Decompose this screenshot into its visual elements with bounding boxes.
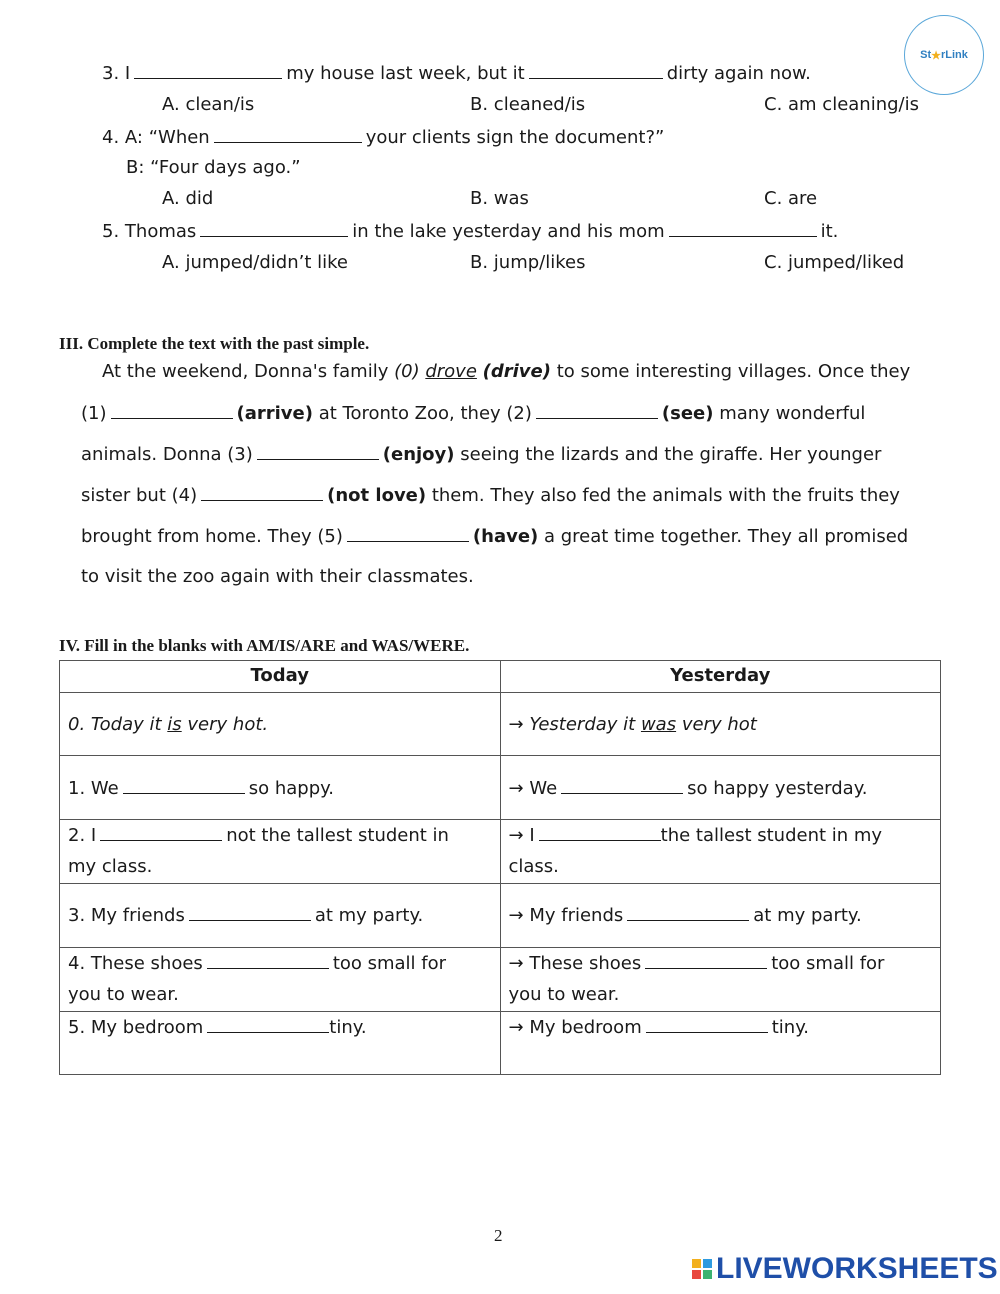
row2-yesterday — [500, 820, 941, 884]
q4-option-c[interactable]: C. are — [764, 188, 818, 209]
q3-number: 3. — [102, 63, 120, 84]
row1-yesterday — [500, 756, 941, 820]
row5-today — [60, 1012, 501, 1075]
example-verb: (drive) — [482, 361, 551, 382]
verb-hint-4: (not love) — [327, 485, 427, 506]
table-row — [60, 820, 941, 884]
table-row — [60, 693, 941, 756]
q5-text-2: in the lake yesterday and his mom — [352, 221, 665, 242]
question-4 — [102, 126, 664, 148]
page-number: 2 — [494, 1226, 503, 1245]
row3-today — [60, 884, 501, 948]
q3-blank-2[interactable] — [529, 62, 663, 79]
example-answer: drove — [425, 361, 477, 382]
table-blank[interactable] — [207, 952, 329, 969]
fill-in-table — [59, 660, 941, 1075]
cell-text: tiny. — [771, 1017, 810, 1038]
passage-text: At the weekend, Donna's family — [102, 361, 395, 382]
passage-text: sister but (4) — [81, 485, 198, 506]
cell-text: very hot — [676, 714, 757, 735]
cell-text: 0. Today it — [68, 714, 168, 735]
cell-text: 4. These shoes — [68, 953, 203, 974]
row2-today — [60, 820, 501, 884]
liveworksheets-wordmark: LIVEWORKSHEETS — [716, 1252, 998, 1285]
arrow-icon: → — [508, 825, 524, 846]
cell-text: not the tallest student in — [226, 825, 449, 846]
q5-number: 5. — [102, 221, 120, 242]
table-blank[interactable] — [627, 904, 749, 921]
passage-text: a great time together. They all promised — [544, 526, 909, 547]
q4-option-a[interactable]: A. did — [162, 188, 214, 209]
example-number: (0) — [394, 361, 420, 382]
liveworksheets-logo — [692, 1252, 998, 1286]
cell-text: We — [529, 778, 558, 799]
starlink-logo — [904, 15, 984, 95]
q3-option-c[interactable]: C. am cleaning/is — [764, 94, 919, 115]
example-answer: is — [167, 714, 182, 735]
q5-blank-1[interactable] — [200, 220, 348, 237]
q5-text-3: it. — [820, 221, 839, 242]
passage-line-6: to visit the zoo again with their classmates. — [81, 566, 474, 587]
row0-yesterday — [500, 693, 941, 756]
cell-text: I — [529, 825, 535, 846]
passage-blank-2[interactable] — [536, 402, 658, 419]
cell-text: 3. My friends — [68, 905, 185, 926]
passage-text: seeing the lizards and the giraffe. Her younger — [460, 444, 882, 465]
verb-hint-3: (enjoy) — [382, 444, 455, 465]
verb-hint-5: (have) — [472, 526, 539, 547]
column-today: Today — [60, 661, 501, 693]
arrow-icon: → — [508, 714, 524, 735]
table-blank[interactable] — [207, 1016, 329, 1033]
row5-yesterday — [500, 1012, 941, 1075]
table-row — [60, 948, 941, 1012]
liveworksheets-blocks-icon — [692, 1259, 712, 1279]
q3-blank-1[interactable] — [134, 62, 282, 79]
passage-blank-1[interactable] — [111, 402, 233, 419]
table-row — [60, 1012, 941, 1075]
section-4-heading: IV. Fill in the blanks with AM/IS/ARE and WAS/WERE. — [59, 636, 470, 655]
question-5 — [102, 220, 838, 242]
q5-option-b[interactable]: B. jump/likes — [470, 252, 586, 273]
passage-line-1 — [102, 361, 910, 382]
passage-blank-5[interactable] — [347, 525, 469, 542]
passage-line-3 — [81, 443, 881, 465]
blank-number-1: (1) — [81, 403, 107, 424]
section-3-heading: III. Complete the text with the past simple. — [59, 334, 370, 353]
cell-text: the tallest student in my — [660, 825, 883, 846]
passage-text: at Toronto Zoo, they (2) — [318, 403, 532, 424]
cell-text: These shoes — [529, 953, 642, 974]
arrow-icon: → — [508, 778, 524, 799]
row3-yesterday — [500, 884, 941, 948]
passage-line-2 — [81, 402, 865, 424]
cell-text: so happy yesterday. — [687, 778, 868, 799]
verb-hint-2: (see) — [661, 403, 714, 424]
row4-today — [60, 948, 501, 1012]
star-icon: ★ — [931, 49, 941, 62]
passage-text: animals. Donna (3) — [81, 444, 253, 465]
row1-today — [60, 756, 501, 820]
table-header-row — [60, 661, 941, 693]
cell-text: My friends — [529, 905, 624, 926]
passage-blank-4[interactable] — [201, 484, 323, 501]
q4-option-b[interactable]: B. was — [470, 188, 529, 209]
q3-text-3: dirty again now. — [666, 63, 811, 84]
table-blank[interactable] — [645, 952, 767, 969]
table-blank[interactable] — [100, 824, 222, 841]
arrow-icon: → — [508, 905, 524, 926]
cell-text: very hot. — [181, 714, 269, 735]
q5-option-c[interactable]: C. jumped/liked — [764, 252, 905, 273]
cell-text: so happy. — [248, 778, 334, 799]
table-row — [60, 756, 941, 820]
column-yesterday: Yesterday — [500, 661, 941, 693]
passage-line-5 — [81, 525, 908, 547]
q4-text-1: A: “When — [124, 127, 210, 148]
example-answer: was — [640, 714, 677, 735]
cell-text: My bedroom — [529, 1017, 642, 1038]
passage-blank-3[interactable] — [257, 443, 379, 460]
q4-number: 4. — [102, 127, 120, 148]
cell-text: 5. My bedroom — [68, 1017, 204, 1038]
arrow-icon: → — [508, 1017, 524, 1038]
cell-text: you to wear. — [68, 984, 179, 1005]
cell-text: at my party. — [753, 905, 862, 926]
passage-line-4 — [81, 484, 900, 506]
q4-reply: B: “Four days ago.” — [126, 157, 301, 178]
q5-option-a[interactable]: A. jumped/didn’t like — [162, 252, 348, 273]
cell-text: class. — [508, 856, 559, 877]
q3-option-b[interactable]: B. cleaned/is — [470, 94, 586, 115]
table-blank[interactable] — [646, 1016, 768, 1033]
question-3 — [102, 62, 811, 84]
q4-text-2: your clients sign the document?” — [365, 127, 665, 148]
cell-text: too small for — [771, 953, 885, 974]
cell-text: 1. We — [68, 778, 119, 799]
passage-text: many wonderful — [719, 403, 866, 424]
q5-blank-2[interactable] — [669, 220, 817, 237]
row4-yesterday — [500, 948, 941, 1012]
verb-hint-1: (arrive) — [236, 403, 313, 424]
table-blank[interactable] — [539, 824, 661, 841]
table-blank[interactable] — [123, 777, 245, 794]
cell-text: too small for — [332, 953, 447, 974]
q5-text-1: Thomas — [124, 221, 197, 242]
cell-text: at my party. — [314, 905, 424, 926]
table-blank[interactable] — [561, 777, 683, 794]
passage-text: to some interesting villages. Once they — [550, 361, 911, 382]
cell-text: Yesterday it — [529, 714, 641, 735]
passage-text: them. They also fed the animals with the fruits they — [431, 485, 900, 506]
arrow-icon: → — [508, 953, 524, 974]
q3-text-1: I — [124, 63, 131, 84]
cell-text: 2. I — [68, 825, 97, 846]
row0-today — [60, 693, 501, 756]
cell-text: tiny. — [329, 1017, 367, 1038]
cell-text: you to wear. — [508, 984, 620, 1005]
passage-text: brought from home. They (5) — [81, 526, 343, 547]
table-blank[interactable] — [189, 904, 311, 921]
cell-text: my class. — [68, 856, 153, 877]
table-row — [60, 884, 941, 948]
logo-text-a: St — [920, 49, 932, 61]
q3-text-2: my house last week, but it — [286, 63, 525, 84]
q4-blank[interactable] — [214, 126, 362, 143]
q3-option-a[interactable]: A. clean/is — [162, 94, 255, 115]
logo-text-b: rLink — [940, 49, 968, 61]
